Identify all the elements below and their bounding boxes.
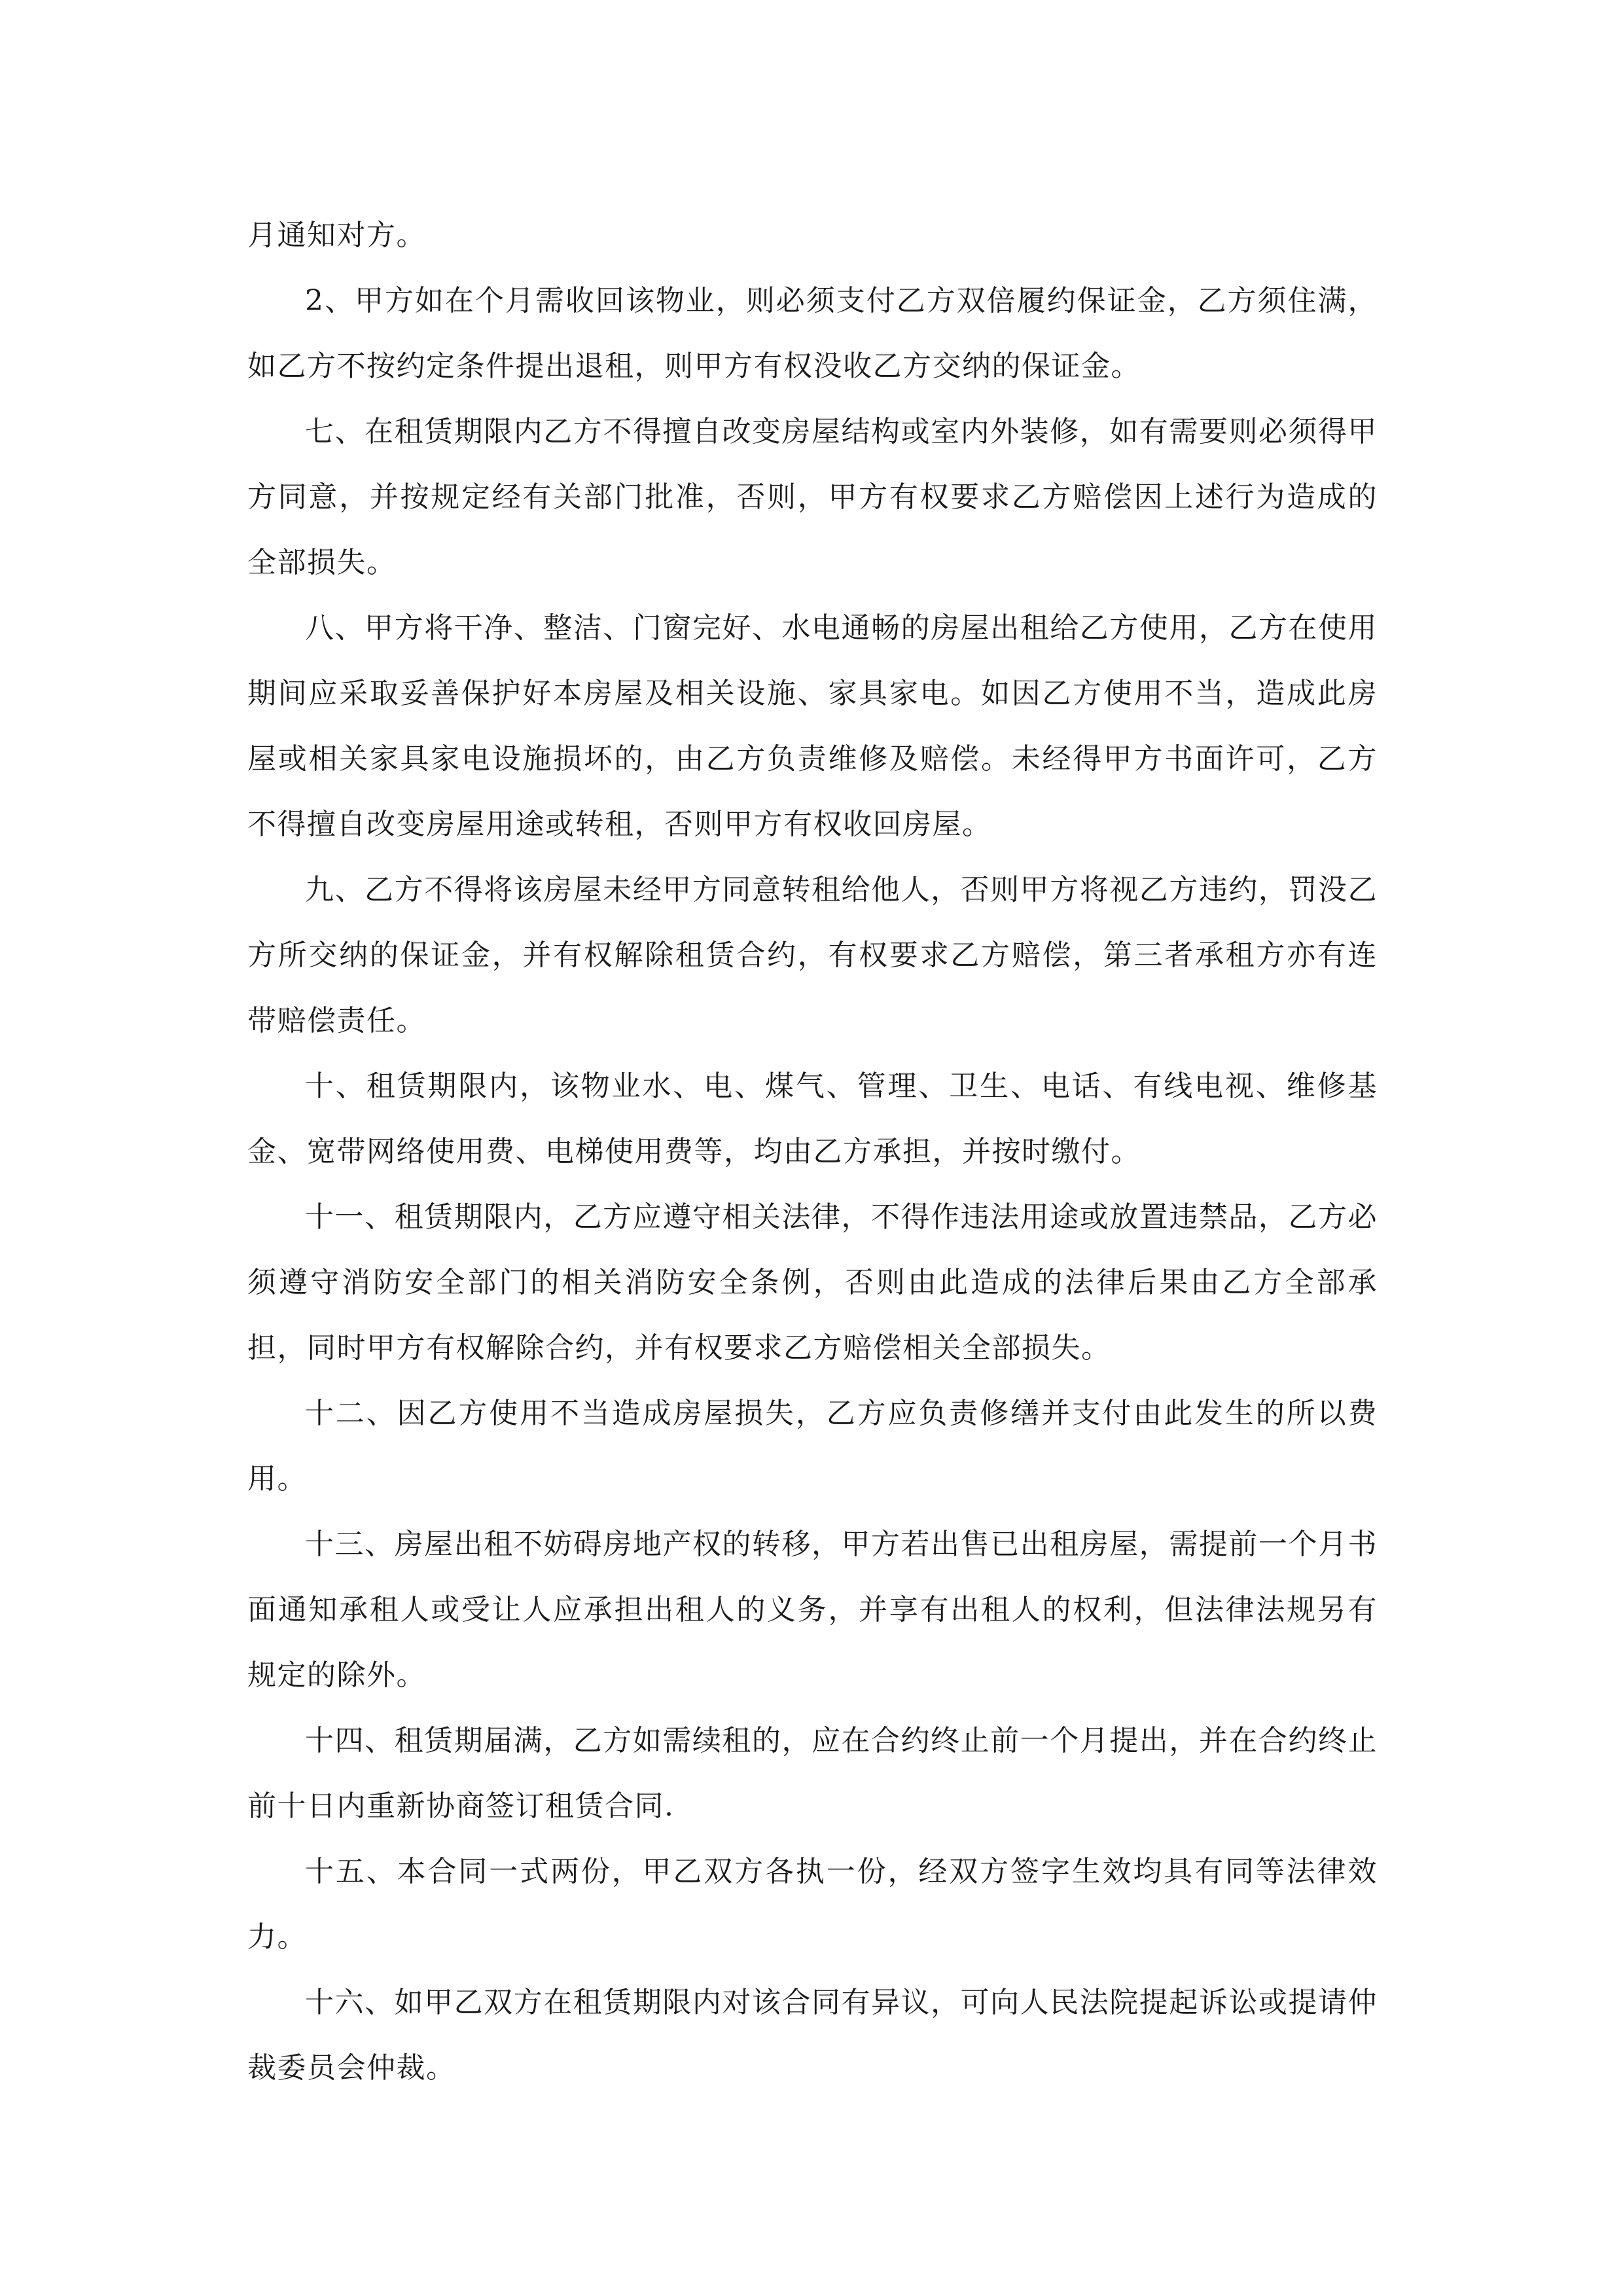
paragraph-clause-7: 七、在租赁期限内乙方不得擅自改变房屋结构或室内外装修，如有需要则必须得甲方同意，并按规定经有关部门批准，否则，甲方有权要求乙方赔偿因上述行为造成的全部损失。 [247, 415, 1378, 579]
paragraph-clause-10: 十、租赁期限内，该物业水、电、煤气、管理、卫生、电话、有线电视、维修基金、宽带网络使用费、电梯使用费等，均由乙方承担，并按时缴付。 [247, 1069, 1378, 1168]
paragraph-clause-16: 十六、如甲乙双方在租赁期限内对该合同有异议，可向人民法院提起诉讼或提请仲裁委员会仲裁。 [247, 1986, 1378, 2085]
paragraph-clause-13: 十三、房屋出租不妨碍房地产权的转移，甲方若出售已出租房屋，需提前一个月书面通知承租人或受让人应承担出租人的义务，并享有出租人的权利，但法律法规另有规定的除外。 [247, 1528, 1378, 1692]
paragraph-clause-14: 十四、租赁期届满，乙方如需续租的，应在合约终止前一个月提出，并在合约终止前十日内重新协商签订租赁合同. [247, 1724, 1378, 1823]
document-page [247, 203, 1378, 2101]
paragraph-clause-8: 八、甲方将干净、整洁、门窗完好、水电通畅的房屋出租给乙方使用，乙方在使用期间应采取妥善保护好本房屋及相关设施、家具家电。如因乙方使用不当，造成此房屋或相关家具家电设施损坏的，由乙方负责维修及赔偿。未经得甲方书面许可，乙方不得擅自改变房屋用途或转租，否则甲方有权收回房屋。 [247, 611, 1378, 841]
paragraph-clause-15: 十五、本合同一式两份，甲乙双方各执一份，经双方签字生效均具有同等法律效力。 [247, 1855, 1378, 1954]
paragraph-continuation: 月通知对方。 [247, 219, 426, 252]
paragraph-clause-11: 十一、租赁期限内，乙方应遵守相关法律，不得作违法用途或放置违禁品，乙方必须遵守消防安全部门的相关消防安全条例，否则由此造成的法律后果由乙方全部承担，同时甲方有权解除合约，并有权要求乙方赔偿相关全部损失。 [247, 1200, 1378, 1365]
paragraph-clause-9: 九、乙方不得将该房屋未经甲方同意转租给他人，否则甲方将视乙方违约，罚没乙方所交纳的保证金，并有权解除租赁合约，有权要求乙方赔偿，第三者承租方亦有连带赔偿责任。 [247, 873, 1378, 1037]
paragraph-clause-2: 2、甲方如在个月需收回该物业，则必须支付乙方双倍履约保证金，乙方须住满，如乙方不按约定条件提出退租，则甲方有权没收乙方交纳的保证金。 [247, 284, 1378, 383]
paragraph-clause-12: 十二、因乙方使用不当造成房屋损失，乙方应负责修缮并支付由此发生的所以费用。 [247, 1397, 1378, 1496]
